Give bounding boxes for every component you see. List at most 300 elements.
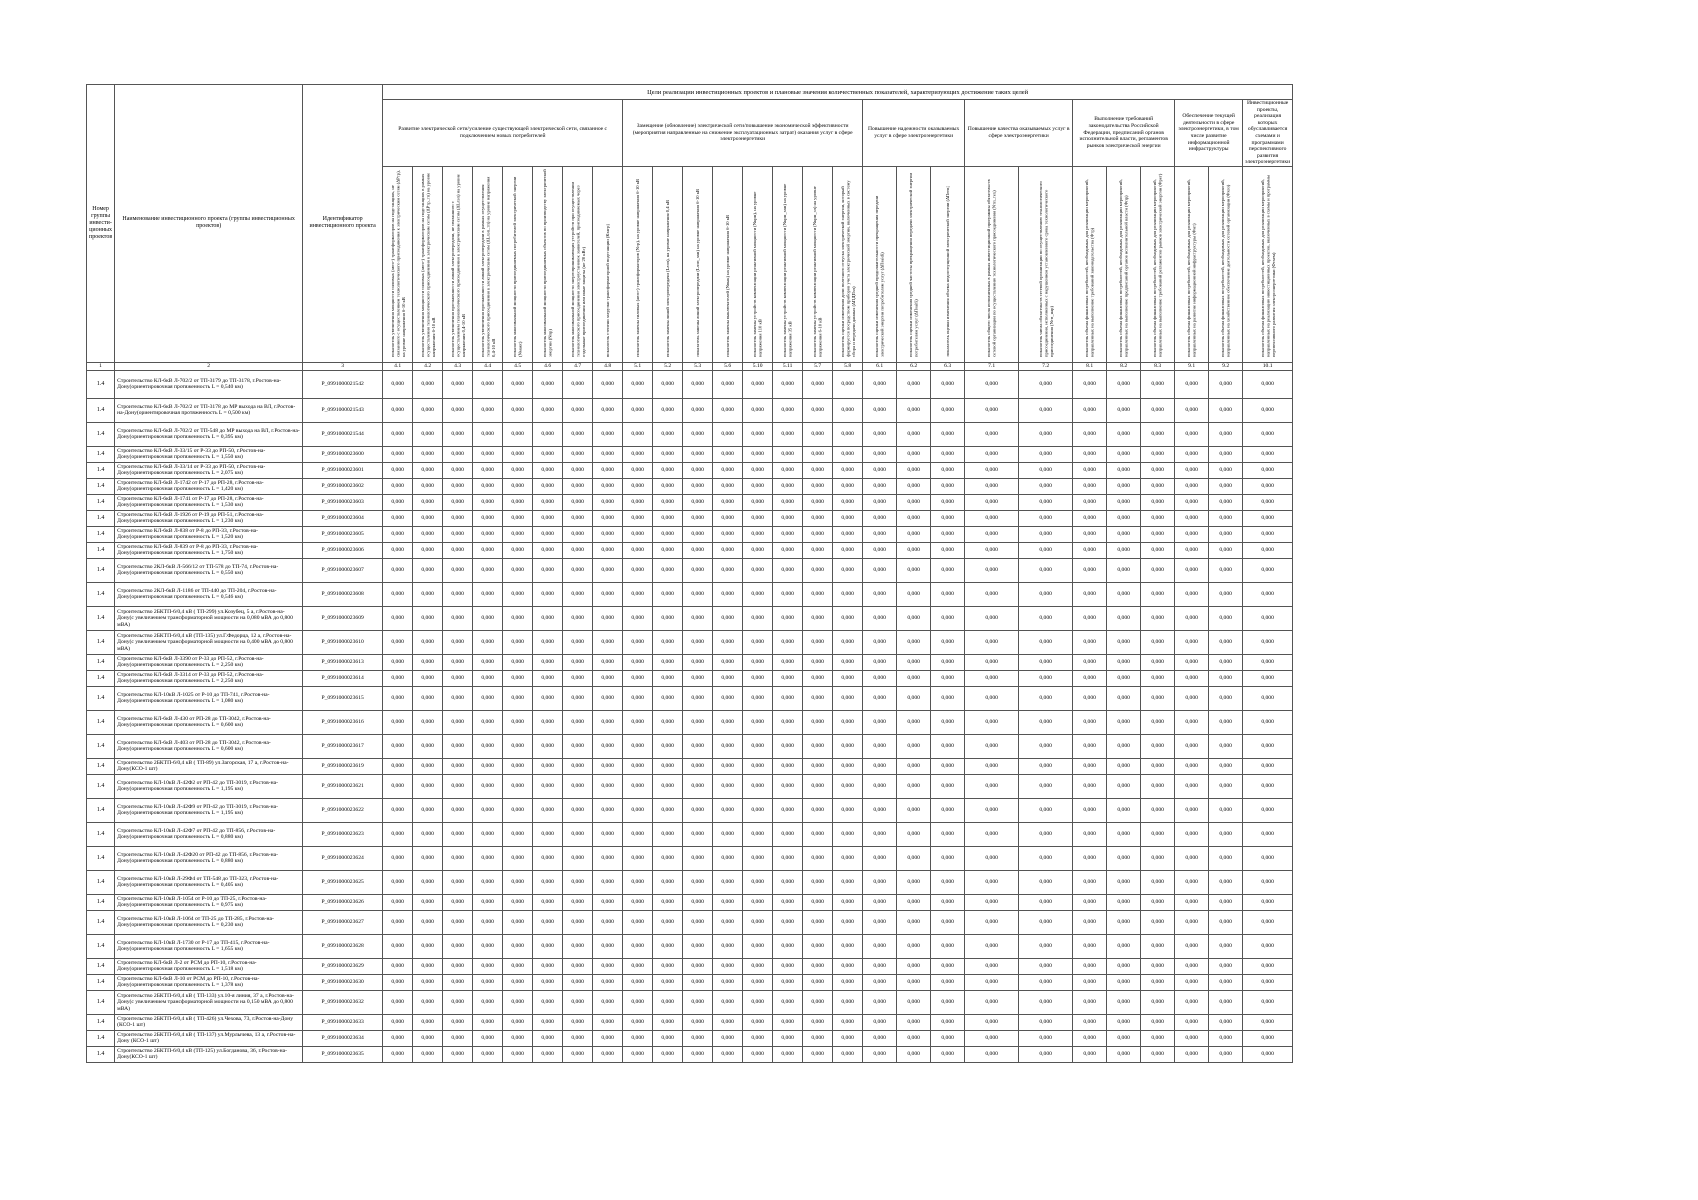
indicator-value-cell: 0,000 [563,526,593,542]
indicator-value-cell: 0,000 [833,1030,863,1046]
indicator-value-cell: 0,000 [803,558,833,582]
project-id-cell: P_0991000023615 [303,686,383,710]
indicator-value-cell: 0,000 [383,542,413,558]
indicator-value-cell: 0,000 [533,478,563,494]
indicator-value-cell: 0,000 [563,446,593,462]
table-body [87,370,1293,1062]
indicator-value-cell: 0,000 [833,582,863,606]
indicator-value-cell: 0,000 [1073,478,1107,494]
indicator-value-cell: 0,000 [803,974,833,990]
indicator-value-cell: 0,000 [1073,870,1107,894]
indicator-value-cell: 0,000 [1175,758,1209,774]
project-id-cell: P_0991000023634 [303,1030,383,1046]
indicator-value-cell: 0,000 [931,462,965,478]
indicator-value-cell: 0,000 [503,1014,533,1030]
indicator-value-cell: 0,000 [683,1030,713,1046]
table-row [87,542,1293,558]
project-name-cell: Строительство КЛ-6кВ Л-1926 от Р-19 до РП-51, г.Ростов-на-Дону(ориентировочная протяженность L = 1,230 км) [115,510,303,526]
indicator-value-cell: 0,000 [503,910,533,934]
indicator-value-cell: 0,000 [623,774,653,798]
indicator-value-cell: 0,000 [833,526,863,542]
project-name-cell: Строительство КЛ-10кВ Л-1025 от Р-10 до ТП-741, г.Ростов-на-Дону(ориентировочная протяженность L = 1,080 км) [115,686,303,710]
group-number-cell: 1.4 [87,846,115,870]
header-indicator [1141,166,1175,362]
indicator-value-cell: 0,000 [897,774,931,798]
table-row [87,894,1293,910]
indicator-value-cell: 0,000 [1175,974,1209,990]
indicator-value-cell: 0,000 [443,958,473,974]
indicator-value-cell: 0,000 [503,542,533,558]
indicator-value-cell: 0,000 [931,630,965,654]
indicator-value-cell: 0,000 [683,542,713,558]
indicator-value-cell: 0,000 [683,558,713,582]
indicator-value-cell: 0,000 [713,462,743,478]
indicator-value-cell: 0,000 [863,734,897,758]
indicator-value-cell: 0,000 [413,542,443,558]
header-goal-group: Развитие электрической сети/усиление существующей электрической сети, связанное с подключением новых потребителей [383,100,623,167]
indicator-value-cell: 0,000 [1073,910,1107,934]
indicator-value-cell: 0,000 [443,974,473,990]
indicator-value-cell: 0,000 [383,558,413,582]
indicator-value-cell: 0,000 [563,494,593,510]
indicator-value-cell: 0,000 [743,822,773,846]
header-indicator-text: показатель увеличения мощности силовых (авто-) трансформаторов на подстанциях в рамках осуществления технологического присоединения к электрическим сетям (ΔPтр_тп) на уровне напряжения 6-10 кВ [419,172,436,357]
indicator-value-cell: 0,000 [503,526,533,542]
indicator-value-cell: 0,000 [1243,846,1293,870]
indicator-value-cell: 0,000 [473,606,503,630]
indicator-value-cell: 0,000 [443,370,473,398]
indicator-value-cell: 0,000 [897,958,931,974]
indicator-value-cell: 0,000 [563,846,593,870]
project-id-cell: P_0991000023624 [303,846,383,870]
indicator-value-cell: 0,000 [863,1014,897,1030]
indicator-value-cell: 0,000 [897,558,931,582]
indicator-value-cell: 0,000 [593,582,623,606]
project-id-cell: P_0991000023600 [303,446,383,462]
indicator-value-cell: 0,000 [653,958,683,974]
indicator-value-cell: 0,000 [413,1046,443,1062]
indicator-value-cell: 0,000 [563,1046,593,1062]
indicator-value-cell: 0,000 [1019,558,1073,582]
indicator-value-cell: 0,000 [443,934,473,958]
indicator-value-cell: 0,000 [1073,398,1107,422]
indicator-value-cell: 0,000 [1073,734,1107,758]
indicator-value-cell: 0,000 [533,1014,563,1030]
project-name-cell: Строительство 2БКТП-6/0,4 кВ (ТП-125) ул.Богданова, 36, г.Ростов-на-Дону(КСО-1 шт) [115,1046,303,1062]
indicator-value-cell: 0,000 [965,462,1019,478]
indicator-value-cell: 0,000 [623,734,653,758]
indicator-value-cell: 0,000 [1141,990,1175,1014]
column-number: 4.8 [593,362,623,370]
header-indicator-text: показатель объема финансовых потребностей, необходимых для реализации мероприятий, направленных на выполнение требований регламентов рынков электрической энергии (Фрег) [1152,173,1163,357]
indicator-value-cell: 0,000 [653,462,683,478]
table-row [87,494,1293,510]
indicator-value-cell: 0,000 [833,774,863,798]
indicator-value-cell: 0,000 [1073,798,1107,822]
indicator-value-cell: 0,000 [1073,526,1107,542]
indicator-value-cell: 0,000 [863,542,897,558]
indicator-value-cell: 0,000 [1073,1046,1107,1062]
indicator-value-cell: 0,000 [1175,798,1209,822]
indicator-value-cell: 0,000 [1073,558,1107,582]
indicator-value-cell: 0,000 [1141,846,1175,870]
header-indicator-text: показатель оценки изменения средней продолжительности прекращения передачи электрической энергии потребителям услуг (ΔПsaidi) [874,195,885,357]
indicator-value-cell: 0,000 [503,494,533,510]
indicator-value-cell: 0,000 [653,846,683,870]
header-indicator-text: показатель объема финансовых потребностей, необходимых для реализации мероприятий, направленных на выполнение требований законодательства (Фтр) [1084,179,1095,357]
header-goal-group: Повышение надежности оказываемых услуг в сфере электроэнергетики [863,100,965,167]
indicator-value-cell: 0,000 [503,774,533,798]
indicator-value-cell: 0,000 [593,398,623,422]
column-number: 2 [115,362,303,370]
group-number-cell: 1.4 [87,958,115,974]
group-number-cell: 1.4 [87,734,115,758]
project-id-cell: P_0991000023610 [303,630,383,654]
indicator-value-cell: 0,000 [713,894,743,910]
indicator-value-cell: 0,000 [863,686,897,710]
indicator-value-cell: 0,000 [383,510,413,526]
indicator-value-cell: 0,000 [773,1046,803,1062]
indicator-value-cell: 0,000 [383,582,413,606]
header-indicator [773,166,803,362]
indicator-value-cell: 0,000 [931,846,965,870]
indicator-value-cell: 0,000 [803,910,833,934]
indicator-value-cell: 0,000 [593,774,623,798]
indicator-value-cell: 0,000 [863,670,897,686]
indicator-value-cell: 0,000 [623,1046,653,1062]
indicator-value-cell: 0,000 [965,774,1019,798]
indicator-value-cell: 0,000 [833,958,863,974]
indicator-value-cell: 0,000 [383,910,413,934]
indicator-value-cell: 0,000 [965,526,1019,542]
indicator-value-cell: 0,000 [503,478,533,494]
indicator-value-cell: 0,000 [473,798,503,822]
indicator-value-cell: 0,000 [1175,934,1209,958]
indicator-value-cell: 0,000 [1073,670,1107,686]
indicator-value-cell: 0,000 [713,1046,743,1062]
indicator-value-cell: 0,000 [743,686,773,710]
indicator-value-cell: 0,000 [413,446,443,462]
indicator-value-cell: 0,000 [593,1046,623,1062]
indicator-value-cell: 0,000 [1209,846,1243,870]
indicator-value-cell: 0,000 [1243,1014,1293,1030]
indicator-value-cell: 0,000 [897,990,931,1014]
indicator-value-cell: 0,000 [803,1046,833,1062]
indicator-value-cell: 0,000 [533,774,563,798]
header-indicator [863,166,897,362]
indicator-value-cell: 0,000 [413,478,443,494]
indicator-value-cell: 0,000 [965,1014,1019,1030]
indicator-value-cell: 0,000 [1209,630,1243,654]
indicator-value-cell: 0,000 [1243,870,1293,894]
indicator-value-cell: 0,000 [413,510,443,526]
indicator-value-cell: 0,000 [1243,734,1293,758]
indicator-value-cell: 0,000 [773,510,803,526]
indicator-value-cell: 0,000 [1243,990,1293,1014]
indicator-value-cell: 0,000 [593,798,623,822]
indicator-value-cell: 0,000 [1175,894,1209,910]
indicator-value-cell: 0,000 [1073,654,1107,670]
indicator-value-cell: 0,000 [563,654,593,670]
indicator-value-cell: 0,000 [833,990,863,1014]
column-number: 4.5 [503,362,533,370]
indicator-value-cell: 0,000 [473,710,503,734]
indicator-value-cell: 0,000 [503,582,533,606]
header-indicator-text: показатель оценки изменения доли полезного отпуска электрической энергии, который формируется посредством приборов учета электрической энергии, включенных в систему сбора и передачи данных (ΔПДПэл) [839,180,856,357]
indicator-value-cell: 0,000 [383,798,413,822]
indicator-value-cell: 0,000 [803,606,833,630]
column-number: 4.3 [443,362,473,370]
indicator-value-cell: 0,000 [965,758,1019,774]
indicator-value-cell: 0,000 [863,526,897,542]
indicator-value-cell: 0,000 [931,894,965,910]
indicator-value-cell: 0,000 [443,822,473,846]
indicator-value-cell: 0,000 [623,542,653,558]
indicator-value-cell: 0,000 [833,494,863,510]
indicator-value-cell: 0,000 [383,370,413,398]
indicator-value-cell: 0,000 [413,934,443,958]
indicator-value-cell: 0,000 [683,758,713,774]
indicator-value-cell: 0,000 [1243,974,1293,990]
indicator-value-cell: 0,000 [897,478,931,494]
indicator-value-cell: 0,000 [897,494,931,510]
indicator-value-cell: 0,000 [965,846,1019,870]
indicator-value-cell: 0,000 [623,670,653,686]
indicator-value-cell: 0,000 [1107,398,1141,422]
indicator-value-cell: 0,000 [1073,582,1107,606]
indicator-value-cell: 0,000 [1209,494,1243,510]
indicator-value-cell: 0,000 [413,822,443,846]
column-number: 7.2 [1019,362,1073,370]
indicator-value-cell: 0,000 [653,670,683,686]
indicator-value-cell: 0,000 [383,630,413,654]
table-row [87,846,1293,870]
indicator-value-cell: 0,000 [413,494,443,510]
indicator-value-cell: 0,000 [683,654,713,670]
column-number: 4.4 [473,362,503,370]
indicator-value-cell: 0,000 [931,670,965,686]
indicator-value-cell: 0,000 [1019,910,1073,934]
indicator-value-cell: 0,000 [593,934,623,958]
indicator-value-cell: 0,000 [743,526,773,542]
column-number: 9.1 [1175,362,1209,370]
project-name-cell: Строительство КЛ-10кВ Л-42Ф9 от РП-42 до ТП-3019, г.Ростов-на-Дону(ориентировочная протяженность L = 1,195 км) [115,798,303,822]
indicator-value-cell: 0,000 [1175,870,1209,894]
indicator-value-cell: 0,000 [533,582,563,606]
table-row [87,510,1293,526]
header-indicator-text: показатель объема финансовых потребностей, необходимых для реализации мероприятий, направленных на хозяйственное обеспечение деятельности сетевой организации (Фхоз) [1220,179,1231,357]
indicator-value-cell: 0,000 [503,558,533,582]
indicator-value-cell: 0,000 [683,974,713,990]
indicator-value-cell: 0,000 [1073,846,1107,870]
indicator-value-cell: 0,000 [1073,630,1107,654]
indicator-value-cell: 0,000 [1019,446,1073,462]
indicator-value-cell: 0,000 [773,1014,803,1030]
indicator-value-cell: 0,000 [653,758,683,774]
indicator-value-cell: 0,000 [413,870,443,894]
project-id-cell: P_0991000021544 [303,422,383,446]
project-name-cell: Строительство 2КЛ-6кВ Л-1186 от ТП-440 до ТП-204, г.Ростов-на-Дону(ориентировочная протяженность L = 0,546 км) [115,582,303,606]
indicator-value-cell: 0,000 [965,1030,1019,1046]
project-id-cell: P_0991000023632 [303,990,383,1014]
indicator-value-cell: 0,000 [713,398,743,422]
indicator-value-cell: 0,000 [683,462,713,478]
project-id-cell: P_0991000023606 [303,542,383,558]
indicator-value-cell: 0,000 [965,670,1019,686]
indicator-value-cell: 0,000 [1243,894,1293,910]
indicator-value-cell: 0,000 [897,1014,931,1030]
indicator-value-cell: 0,000 [743,1046,773,1062]
project-name-cell: Строительство КЛ-6кВ Л-1742 от Р-17 до РП-28, г.Ростов-на-Дону(ориентировочная протяженность L = 1,420 км) [115,478,303,494]
project-name-cell: Строительство КЛ-10кВ Л-29Ф4 от ТП-548 до ТП-323, г.Ростов-на-Дону(ориентировочная протяженность L = 0,405 км) [115,870,303,894]
indicator-value-cell: 0,000 [931,934,965,958]
indicator-value-cell: 0,000 [1107,910,1141,934]
indicator-value-cell: 0,000 [1243,462,1293,478]
indicator-value-cell: 0,000 [503,510,533,526]
indicator-value-cell: 0,000 [1019,758,1073,774]
indicator-value-cell: 0,000 [1073,686,1107,710]
indicator-value-cell: 0,000 [413,654,443,670]
indicator-value-cell: 0,000 [623,422,653,446]
indicator-value-cell: 0,000 [503,370,533,398]
project-id-cell: P_0991000023614 [303,670,383,686]
indicator-value-cell: 0,000 [563,582,593,606]
header-goal-group: Повышение качества оказываемых услуг в сфере электроэнергетики [965,100,1073,167]
indicator-value-cell: 0,000 [931,654,965,670]
project-name-cell: Строительство КЛ-10кВ Л-42Ф20 от РП-42 до ТП-856, г.Ростов-на-Дону(ориентировочная протяженность L = 0,880 км) [115,846,303,870]
indicator-value-cell: 0,000 [1209,542,1243,558]
indicator-value-cell: 0,000 [773,734,803,758]
indicator-value-cell: 0,000 [773,870,803,894]
indicator-value-cell: 0,000 [1073,974,1107,990]
indicator-value-cell: 0,000 [533,510,563,526]
indicator-value-cell: 0,000 [833,670,863,686]
header-indicator-text: показатель оценки изменения средней частоты прекращения передачи электрической энергии потребителям услуг (ΔПsaifi) [908,172,919,357]
indicator-value-cell: 0,000 [383,894,413,910]
indicator-value-cell: 0,000 [1019,654,1073,670]
indicator-value-cell: 0,000 [897,582,931,606]
indicator-value-cell: 0,000 [1141,606,1175,630]
header-indicator-text: показатель замены линий электропередачи (Lлэп), на уровне напряжения 0,4 кВ [664,199,670,357]
header-indicator [1175,166,1209,362]
indicator-value-cell: 0,000 [713,654,743,670]
indicator-value-cell: 0,000 [1243,822,1293,846]
indicator-value-cell: 0,000 [533,758,563,774]
indicator-value-cell: 0,000 [743,958,773,974]
header-indicator-text: показатель замены линий электропередачи (Lлэп_зам) на уровне напряжения 6-10 кВ [694,189,700,357]
indicator-value-cell: 0,000 [713,758,743,774]
indicator-value-cell: 0,000 [593,510,623,526]
indicator-value-cell: 0,000 [683,910,713,934]
indicator-value-cell: 0,000 [1019,422,1073,446]
indicator-value-cell: 0,000 [1175,670,1209,686]
indicator-value-cell: 0,000 [563,542,593,558]
indicator-value-cell: 0,000 [473,758,503,774]
indicator-value-cell: 0,000 [931,606,965,630]
indicator-value-cell: 0,000 [443,1014,473,1030]
indicator-value-cell: 0,000 [713,990,743,1014]
indicator-value-cell: 0,000 [413,758,443,774]
indicator-value-cell: 0,000 [803,462,833,478]
indicator-value-cell: 0,000 [653,974,683,990]
indicator-value-cell: 0,000 [773,370,803,398]
indicator-value-cell: 0,000 [1141,958,1175,974]
indicator-value-cell: 0,000 [1209,478,1243,494]
indicator-value-cell: 0,000 [833,894,863,910]
indicator-value-cell: 0,000 [383,686,413,710]
indicator-value-cell: 0,000 [897,822,931,846]
indicator-value-cell: 0,000 [803,710,833,734]
indicator-value-cell: 0,000 [1209,974,1243,990]
indicator-value-cell: 0,000 [897,758,931,774]
indicator-value-cell: 0,000 [593,494,623,510]
indicator-value-cell: 0,000 [1141,630,1175,654]
indicator-value-cell: 0,000 [1141,1014,1175,1030]
indicator-value-cell: 0,000 [593,910,623,934]
indicator-value-cell: 0,000 [743,798,773,822]
indicator-value-cell: 0,000 [931,1030,965,1046]
indicator-value-cell: 0,000 [803,398,833,422]
header-indicator [503,166,533,362]
indicator-value-cell: 0,000 [1175,1030,1209,1046]
indicator-value-cell: 0,000 [743,734,773,758]
header-indicator-text: показатель максимальной мощности присоединяемых объектов по производству электрической энергии (Nпр) [542,169,553,357]
indicator-value-cell: 0,000 [863,822,897,846]
indicator-value-cell: 0,000 [713,630,743,654]
indicator-value-cell: 0,000 [1019,462,1073,478]
indicator-value-cell: 0,000 [563,462,593,478]
indicator-value-cell: 0,000 [1243,1046,1293,1062]
indicator-value-cell: 0,000 [965,422,1019,446]
indicator-value-cell: 0,000 [1175,774,1209,798]
indicator-value-cell: 0,000 [593,894,623,910]
indicator-value-cell: 0,000 [897,446,931,462]
indicator-value-cell: 0,000 [473,526,503,542]
project-id-cell: P_0991000023601 [303,462,383,478]
table-row [87,990,1293,1014]
project-id-cell: P_0991000023609 [303,606,383,630]
indicator-value-cell: 0,000 [773,670,803,686]
indicator-value-cell: 0,000 [1073,822,1107,846]
indicator-value-cell: 0,000 [1175,494,1209,510]
indicator-value-cell: 0,000 [413,910,443,934]
project-id-cell: P_0991000023603 [303,494,383,510]
investment-projects-table [86,84,1293,1063]
indicator-value-cell: 0,000 [1107,758,1141,774]
indicator-value-cell: 0,000 [593,446,623,462]
indicator-value-cell: 0,000 [1209,870,1243,894]
indicator-value-cell: 0,000 [683,422,713,446]
indicator-value-cell: 0,000 [1141,710,1175,734]
indicator-value-cell: 0,000 [1019,630,1073,654]
indicator-value-cell: 0,000 [1141,934,1175,958]
table-row [87,630,1293,654]
project-name-cell: Строительство КЛ-10кВ Л-1730 от Р-17 до ТП-415, г.Ростов-на-Дону(ориентировочная протяженность L = 1,655 км) [115,934,303,958]
indicator-value-cell: 0,000 [863,710,897,734]
indicator-value-cell: 0,000 [623,686,653,710]
project-name-cell: Строительство КЛ-6кВ Л-33/14 от Р-33 до РП-50, г.Ростов-на-Дону(ориентировочная протяженность L = 2,075 км) [115,462,303,478]
indicator-value-cell: 0,000 [833,974,863,990]
indicator-value-cell: 0,000 [863,894,897,910]
indicator-value-cell: 0,000 [563,758,593,774]
indicator-value-cell: 0,000 [1019,670,1073,686]
indicator-value-cell: 0,000 [1107,774,1141,798]
indicator-value-cell: 0,000 [863,606,897,630]
indicator-value-cell: 0,000 [473,974,503,990]
indicator-value-cell: 0,000 [713,558,743,582]
indicator-value-cell: 0,000 [897,654,931,670]
indicator-value-cell: 0,000 [931,558,965,582]
